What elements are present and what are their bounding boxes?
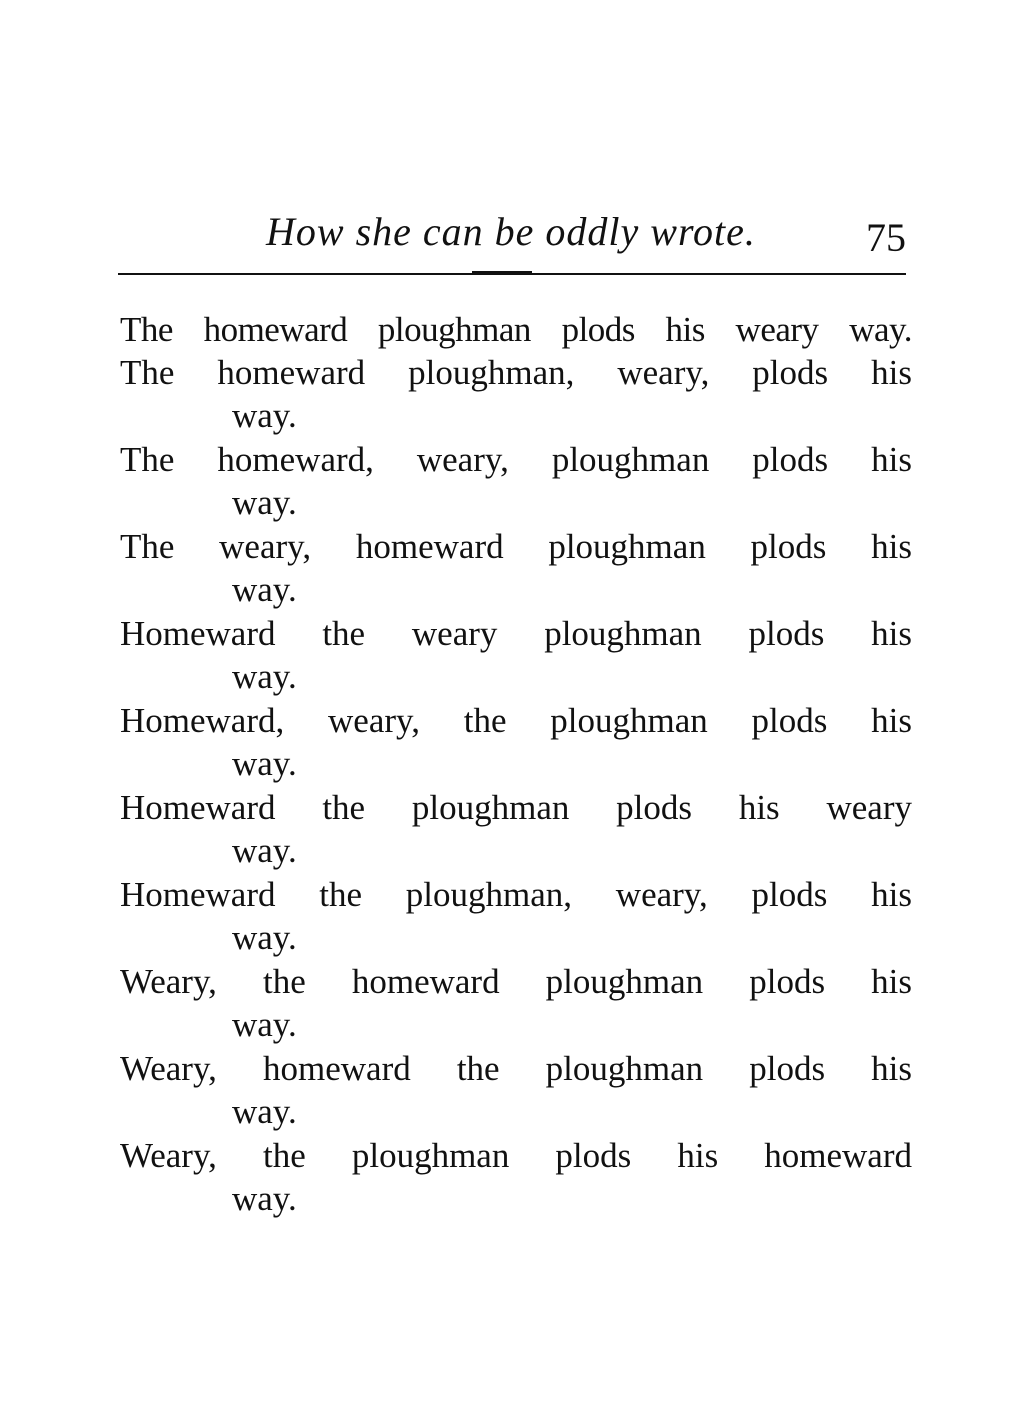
variant-continuation: way.: [232, 744, 297, 783]
variant-line: Homeward the weary ploughman plods his: [120, 614, 912, 653]
variant-item: [120, 699, 912, 786]
variant-continuation: way.: [232, 396, 297, 435]
variant-line: The homeward, weary, ploughman plods his: [120, 440, 912, 479]
variant-line: Weary, the homeward ploughman plods his: [120, 962, 912, 1001]
variant-item: [120, 960, 912, 1047]
variant-continuation: way.: [232, 918, 297, 957]
variant-continuation: way.: [232, 831, 297, 870]
variant-line: Homeward the ploughman, weary, plods his: [120, 875, 912, 914]
running-title: How she can be oddly wrote.: [266, 209, 756, 254]
variant-item: [120, 351, 912, 438]
variant-line: The weary, homeward ploughman plods his: [120, 527, 912, 566]
page-number: 75: [866, 215, 906, 260]
variant-item: [120, 1134, 912, 1221]
variant-continuation: way.: [232, 1005, 297, 1044]
variant-continuation: way.: [232, 657, 297, 696]
sentence-variants-list: [120, 308, 912, 1221]
variant-line: Homeward the ploughman plods his weary: [120, 788, 912, 827]
variant-item: [120, 525, 912, 612]
variant-line: Homeward, weary, the ploughman plods his: [120, 701, 912, 740]
variant-item: [120, 873, 912, 960]
variant-continuation: way.: [232, 483, 297, 522]
variant-item: [120, 786, 912, 873]
variant-item: [120, 612, 912, 699]
header-rule-mark: [472, 271, 532, 275]
variant-continuation: way.: [232, 1092, 297, 1131]
variant-line: The homeward ploughman plods his weary way.: [120, 310, 912, 349]
variant-line: Weary, homeward the ploughman plods his: [120, 1049, 912, 1088]
variant-item: [120, 1047, 912, 1134]
variant-line: The homeward ploughman, weary, plods his: [120, 353, 912, 392]
variant-line: Weary, the ploughman plods his homeward: [120, 1136, 912, 1175]
variant-item: [120, 438, 912, 525]
variant-continuation: way.: [232, 570, 297, 609]
variant-continuation: way.: [232, 1179, 297, 1218]
running-head: [118, 208, 910, 268]
variant-item: [120, 308, 912, 351]
